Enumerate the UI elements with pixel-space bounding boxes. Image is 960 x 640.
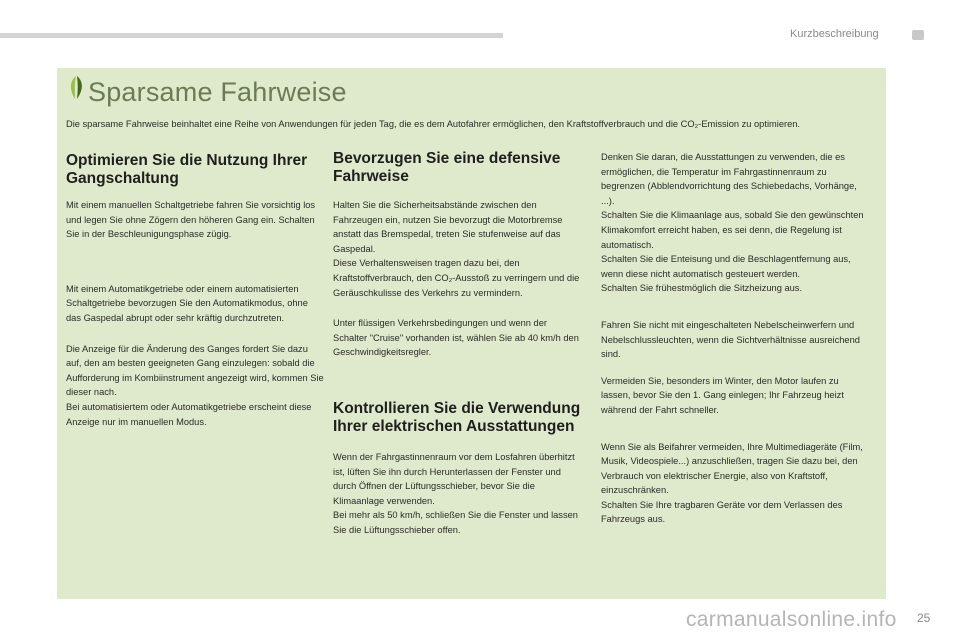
column-equipment-tips xyxy=(601,150,866,527)
page-title: Sparsame Fahrweise xyxy=(88,77,347,107)
emission-paragraph: Diese Verhaltensweisen tragen dazu bei, den Kraftstoffverbrauch, den CO₂-Ausstoß zu verringern und die Geräuschkulisse des Verkehrs zu vermindern. xyxy=(333,258,580,298)
electrical-equipment-heading: Kontrollieren Sie die Verwendung Ihrer elektrischen Ausstattungen xyxy=(333,399,581,435)
page-corner-marker xyxy=(912,30,924,40)
automatic-gearbox-paragraph: Mit einem Automatikgetriebe oder einem automatisierten Schaltgetriebe bevorzugen Sie den Automatikmodus, ohne das Gaspedal abrupt oder sehr kräftig durchzutreten. xyxy=(66,283,308,323)
column-defensive-driving xyxy=(333,150,583,538)
temperature-paragraph: Denken Sie daran, die Ausstattungen zu verwenden, die es ermöglichen, die Temperatur im Fahrgastinnenraum zu begrenzen (Abblendvorrichtung des Schiebedachs, Vorhänge, ...). xyxy=(601,152,857,206)
fog-lights-paragraph: Fahren Sie nicht mit eingeschalteten Nebelscheinwerfern und Nebelschlussleuchten, wenn die Sichtverhältnisse ausreichend sind. xyxy=(601,319,860,360)
engine-warmup-paragraph: Vermeiden Sie, besonders im Winter, den Motor laufen zu lassen, bevor Sie den 1. Gang einlegen; Ihr Fahrzeug heizt während der Fahrt schneller. xyxy=(601,375,844,415)
gear-indicator-paragraph: Die Anzeige für die Änderung des Ganges fordert Sie dazu auf, den am besten geeigneten Gang einzulegen: sobald die Aufforderung im Kombiinstrument angezeigt wird, kommen Sie dieser nach. xyxy=(66,343,324,398)
windows-paragraph: Bei mehr als 50 km/h, schließen Sie die Fenster und lassen Sie die Lüftungsschieber offen. xyxy=(333,510,578,535)
manual-gearbox-paragraph: Mit einem manuellen Schaltgetriebe fahren Sie vorsichtig los und legen Sie ohne Zögern den höheren Gang ein. Schalten Sie in der Beschleunigungsphase zügig. xyxy=(66,200,316,240)
ventilation-paragraph: Wenn der Fahrgastinnenraum vor dem Losfahren überhitzt ist, lüften Sie ihn durch Herunterlassen der Fenster und durch Öffnen der Lüftungsschieber, bevor Sie die Klimaanlage verwenden. xyxy=(333,451,575,506)
page-number: 25 xyxy=(917,611,931,625)
multimedia-paragraph: Wenn Sie als Beifahrer vermeiden, Ihre Multimediageräte (Film, Musik, Videospiele...) anzuschließen, tragen Sie dazu bei, den Verbrauch von elektrischer Energie, also von Kraftstoff, einzuschränken. xyxy=(601,441,863,496)
defensive-driving-heading: Bevorzugen Sie eine defensive Fahrweise xyxy=(333,150,561,185)
seat-heating-paragraph: Schalten Sie frühestmöglich die Sitzheizung aus. xyxy=(601,283,803,294)
column-gear-usage xyxy=(66,152,324,429)
watermark: carmanualsonline.info xyxy=(686,608,897,631)
intro-text: Die sparsame Fahrweise beinhaltet eine Reihe von Anwendungen für jeden Tag, die es dem Autofahrer ermöglichen, den Kraftstoffverbrauch und die CO₂-Emission zu optimieren. xyxy=(66,119,801,129)
air-conditioning-paragraph: Schalten Sie die Klimaanlage aus, sobald Sie den gewünschten Klimakomfort erreicht haben, es sei denn, die Regelung ist automatisch. xyxy=(601,210,864,250)
defrost-paragraph: Schalten Sie die Enteisung und die Beschlagentfernung aus, wenn diese nicht automatisch gesteuert werden. xyxy=(601,254,851,279)
cruise-paragraph: Unter flüssigen Verkehrsbedingungen und wenn der Schalter "Cruise" vorhanden ist, wählen Sie ab 40 km/h den Geschwindigkeitsregler. xyxy=(333,318,579,358)
portable-devices-paragraph: Schalten Sie Ihre tragbaren Geräte vor dem Verlassen des Fahrzeugs aus. xyxy=(601,499,843,525)
gear-usage-heading: Optimieren Sie die Nutzung Ihrer Gangschaltung xyxy=(66,152,308,187)
distance-paragraph: Halten Sie die Sicherheitsabstände zwischen den Fahrzeugen ein, nutzen Sie bevorzugt die Motorbremse anstatt das Bremspedal, treten Sie stufenweise auf das Gaspedal. xyxy=(333,200,563,254)
gear-indicator-note: Bei automatisiertem oder Automatikgetriebe erscheint diese Anzeige nur im manuellen Modus. xyxy=(66,401,312,427)
leaf-icon xyxy=(66,75,86,101)
header-bar xyxy=(0,33,503,38)
section-title: Kurzbeschreibung xyxy=(790,28,879,40)
